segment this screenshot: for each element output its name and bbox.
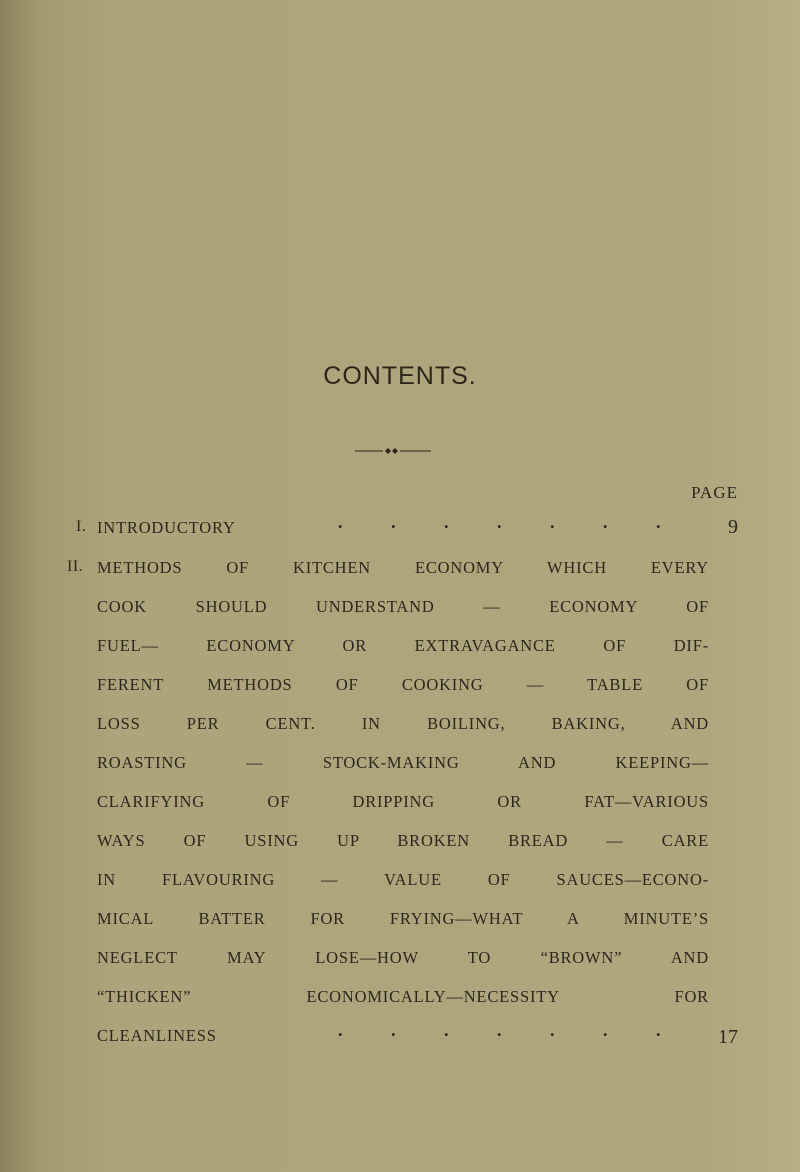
page-number: 9 <box>728 516 738 538</box>
entry-line: WAYS OF USING UP BROKEN BREAD — CARE <box>97 831 709 850</box>
entry-line: CLARIFYING OF DRIPPING OR FAT—VARIOUS <box>97 792 709 811</box>
dot-leader: . . . . . . . <box>338 1020 683 1040</box>
entry-line: ROASTING — STOCK-MAKING AND KEEPING— <box>97 753 709 772</box>
entry-line: MICAL BATTER FOR FRYING—WHAT A MINUTE’S <box>97 909 709 928</box>
dot-leader: . . . . . . . <box>338 512 683 532</box>
page-column-heading: PAGE <box>691 483 738 502</box>
page-title: CONTENTS. <box>323 362 477 390</box>
entry-line: IN FLAVOURING — VALUE OF SAUCES—ECONO- <box>97 870 709 889</box>
entry-line: CLEANLINESS <box>97 1026 217 1045</box>
entry-line: FUEL— ECONOMY OR EXTRAVAGANCE OF DIF- <box>97 636 709 655</box>
entry-number: II. <box>67 558 84 575</box>
ornament-divider <box>355 446 435 456</box>
entry-line: METHODS OF KITCHEN ECONOMY WHICH EVERY <box>97 558 709 577</box>
entry-line: “THICKEN” ECONOMICALLY—NECESSITY FOR <box>97 987 709 1006</box>
entry-line: NEGLECT MAY LOSE—HOW TO “BROWN” AND <box>97 948 709 967</box>
entry-line: COOK SHOULD UNDERSTAND — ECONOMY OF <box>97 597 709 616</box>
entry-line: INTRODUCTORY <box>97 518 236 537</box>
entry-number: I. <box>76 518 87 535</box>
page-number: 17 <box>718 1026 738 1048</box>
entry-line: LOSS PER CENT. IN BOILING, BAKING, AND <box>97 714 709 733</box>
entry-line: FERENT METHODS OF COOKING — TABLE OF <box>97 675 709 694</box>
